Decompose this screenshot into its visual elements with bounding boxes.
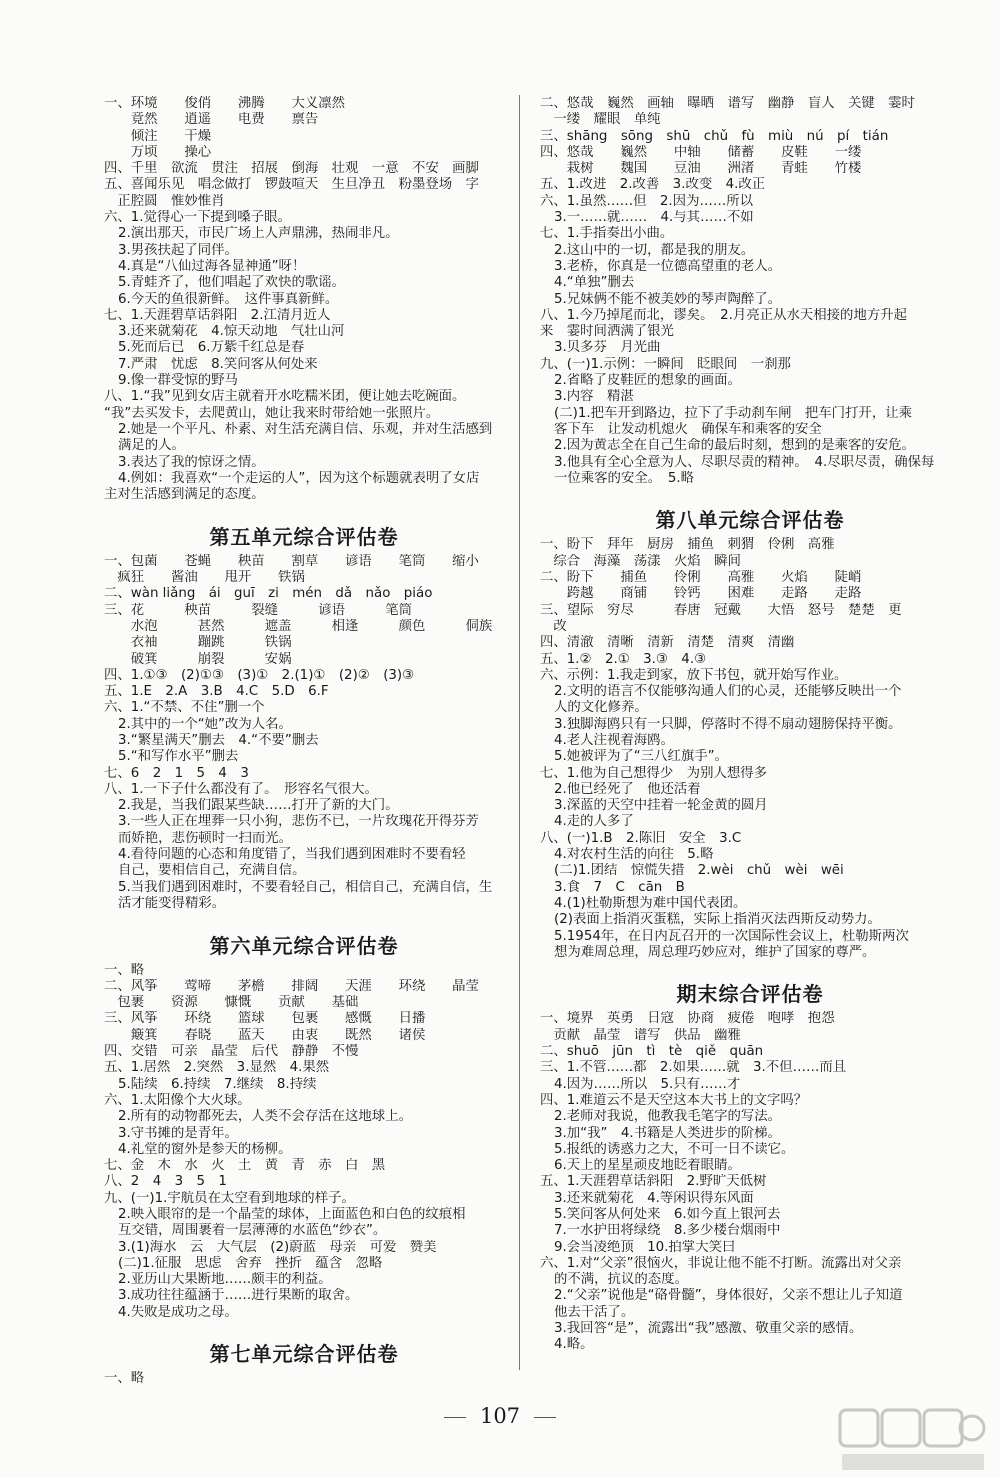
answer-line: 7.严肃 忧虑 8.笑问客从何处来 xyxy=(118,356,318,372)
answer-line: 2.演出那天，市民广场上人声鼎沸，热闹非凡。 xyxy=(118,226,399,242)
answer-line: 5.当我们遇到困难时，不要看轻自己，相信自己，充满自信，生 xyxy=(118,879,493,895)
answer-line: 包裹 资源 慷慨 贡献 基础 xyxy=(104,995,359,1011)
answer-line: 互交错，周围裹着一层薄薄的水蓝色“纱衣”。 xyxy=(118,1223,387,1239)
answer-line: 2.他已经死了 他还活着 xyxy=(554,781,701,797)
answer-line: 七、6 2 1 5 4 3 xyxy=(104,765,249,781)
section-title: 第八单元综合评估卷 xyxy=(655,508,845,533)
answer-line: 4.老人注视着海鸥。 xyxy=(554,732,674,748)
answer-line: 4.礼堂的窗外是参天的杨柳。 xyxy=(118,1141,292,1157)
column-divider xyxy=(519,95,520,1370)
answer-line: 4.略。 xyxy=(554,1337,594,1353)
answer-line: 六、1.太阳像个大火球。 xyxy=(104,1092,251,1108)
answer-line: 2.老师对我说，他教我毛笔字的写法。 xyxy=(554,1109,782,1125)
answer-line: 八、1.今乃掉尾而北，谬矣。 2.月亮正从水天相接的地方升起 xyxy=(540,307,908,323)
answer-line: 七、1.天涯碧草话斜阳 2.江清月近人 xyxy=(104,307,331,323)
answer-line: 三、shāng sōng shū chǔ fù miù nú pí tián xyxy=(540,128,889,144)
answer-line: 主对生活感到满足的态度。 xyxy=(104,487,265,503)
answer-line: (2)表面上指消灭蛋糕，实际上指消灭法西斯反动势力。 xyxy=(554,912,881,928)
answer-line: 二、悠哉 巍然 画轴 曝晒 谱写 幽静 盲人 关键 霎时 xyxy=(540,96,915,111)
answer-line: 想为难周总理，周总理巧妙应对，维护了国家的尊严。 xyxy=(554,944,876,960)
spacer xyxy=(540,487,960,503)
answer-line: 万顷 操心 xyxy=(104,144,212,160)
answer-line: 六、1.对“父亲”很恼火，非说让他不能不打断。流露出对父亲 xyxy=(540,1255,902,1271)
answer-line: 人的文化修养。 xyxy=(554,700,648,716)
answer-line: 一、盼下 拜年 厨房 捕鱼 刺猬 伶俐 高雅 xyxy=(540,537,835,553)
answer-line: 倾注 干燥 xyxy=(104,128,212,144)
answer-line: 6.天上的星星顽皮地眨着眼睛。 xyxy=(554,1158,741,1174)
answer-line: 3.“繁星满天”删去 4.“不要”删去 xyxy=(118,732,319,748)
answer-line: 九、(一)1.宇航员在太空看到地球的样子。 xyxy=(104,1190,355,1206)
answer-line: 四、悠哉 巍然 中轴 储蓄 皮鞋 一缕 xyxy=(540,144,862,160)
answer-line: 4.走的人多了 xyxy=(554,814,634,830)
answer-line: 满足的人。 xyxy=(118,438,185,454)
answer-line: 三、1.不管……都 2.如果……就 3.不但……而且 xyxy=(540,1060,847,1076)
section-title: 第六单元综合评估卷 xyxy=(209,933,399,958)
answer-line: 自己，要相信自己，充满自信。 xyxy=(118,863,306,879)
spacer xyxy=(104,1321,504,1337)
answer-line: 5.1954年，在日内瓦召开的一次国际性会议上，杜勒斯两次 xyxy=(554,928,909,944)
spacer xyxy=(104,912,504,928)
answer-line: 四、1.难道云不是天空这本大书上的文字吗？ xyxy=(540,1092,808,1108)
answer-line: 破箕 崩裂 安娲 xyxy=(104,651,292,667)
answer-line: 改 xyxy=(540,618,567,634)
answer-line: 跨越 商铺 铃钙 困难 走路 走路 xyxy=(540,586,862,602)
answer-line: 3.他具有全心全意为人、尽职尽责的精神。 4.尽职尽责，确保每 xyxy=(554,454,935,470)
answer-line: 衣袖 蹦跳 铁锅 xyxy=(104,635,292,651)
answer-line: 八、1.“我”见到女店主就着开水吃糯米团，便让她去吃碗面。 xyxy=(104,389,466,405)
answer-line: 5.报纸的诱惑力之大，不可一日不读它。 xyxy=(554,1141,795,1157)
answer-line: 二、wàn liǎng ái guī zi mén dǎ nǎo piáo xyxy=(104,586,433,602)
answer-line: 3.加“我” 4.书籍是人类进步的阶梯。 xyxy=(554,1125,781,1141)
answer-line: 一、略 xyxy=(104,962,145,978)
section-title: 期末综合评估卷 xyxy=(676,982,824,1007)
answer-line: 四、清澈 清晰 清新 清楚 清爽 清幽 xyxy=(540,635,795,651)
answer-line: 九、(一)1.示例：一瞬间 眨眼间 一刹那 xyxy=(540,356,791,372)
page-number: 107 xyxy=(0,1404,1000,1428)
answer-line: 四、1.①③ (2)①③ (3)① 2.(1)① (2)② (3)③ xyxy=(104,667,415,683)
answer-line: 3.一些人正在埋葬一只小狗，悲伤不已，一片玫瑰花开得芬芳 xyxy=(118,814,479,830)
answer-line: 5.“和写作水平”删去 xyxy=(118,749,239,765)
answer-line: 四、千里 欲流 贯注 招展 倒海 壮观 一意 不安 画脚 xyxy=(104,161,479,177)
answer-line: 他去干活了。 xyxy=(554,1304,635,1320)
answer-line: 2.这山中的一切，都是我的朋友。 xyxy=(554,242,755,258)
answer-line: 5.她被评为了“三八红旗手”。 xyxy=(554,749,728,765)
answer-line: 4.“单独”删去 xyxy=(554,275,635,291)
answer-line: 三、望际 穷尽 春唐 冠戴 大悟 怒号 楚楚 更 xyxy=(540,602,902,618)
answer-line: 3.深蓝的天空中挂着一轮金黄的圆月 xyxy=(554,798,768,814)
answer-line: 3.表达了我的惊讶之情。 xyxy=(118,454,265,470)
answer-line: 2.亚历山大果断地……颇丰的利益。 xyxy=(118,1272,332,1288)
answer-line: 五、1.天涯碧草话斜阳 2.野旷天低树 xyxy=(540,1174,767,1190)
answer-line: 3.贝多芬 月光曲 xyxy=(554,340,661,356)
answer-line: 3.还来就菊花 4.惊天动地 气壮山河 xyxy=(118,324,345,340)
answer-line: 五、1.② 2.① 3.③ 4.③ xyxy=(540,651,707,667)
answer-line: 四、交错 可亲 晶莹 后代 静静 不慢 xyxy=(104,1044,359,1060)
answer-line: 三、花 秧苗 裂缝 谚语 笔筒 xyxy=(104,602,412,618)
answer-line: 3.食 7 C cān B xyxy=(554,879,685,895)
answer-line: 2.她是一个平凡、朴素、对生活充满自信、乐观，并对生活感到 xyxy=(118,421,493,437)
answer-line: 3.内容 精湛 xyxy=(554,389,634,405)
section-title: 第五单元综合评估卷 xyxy=(209,524,399,549)
answer-line: 4.因为……所以 5.只有……才 xyxy=(554,1076,741,1092)
answer-line: 2.“父亲”说他是“硌骨髓”，身体很好，父亲不想让儿子知道 xyxy=(554,1288,903,1304)
answer-line: 来 霎时间洒满了银光 xyxy=(540,324,674,340)
answer-line: 5.兄妹俩不能不被美妙的琴声陶醉了。 xyxy=(554,291,782,307)
answer-line: 客下车 让发动机熄火 确保车和乘客的安全 xyxy=(554,421,822,437)
answer-line: 水泡 甚然 遮盖 相逢 颜色 侗族 xyxy=(104,618,493,634)
answer-line: 2.所有的动物都死去，人类不会存活在这地球上。 xyxy=(118,1109,412,1125)
answer-line: 八、(一)1.B 2.陈旧 安全 3.C xyxy=(540,830,742,846)
answer-line: 3.成功往往蕴涵于……进行果断的取舍。 xyxy=(118,1288,359,1304)
answer-line: 二、盼下 捕鱼 伶俐 高雅 火焰 陡峭 xyxy=(540,570,862,586)
answer-line: 三、风筝 环绕 篮球 包裹 感慨 日播 xyxy=(104,1011,426,1027)
answer-line: 七、金 木 水 火 土 黄 青 赤 白 黑 xyxy=(104,1158,386,1174)
answer-line: 3.一……就…… 4.与其……不如 xyxy=(554,210,754,226)
answer-line: 簸箕 春晓 蓝天 由衷 既然 诸侯 xyxy=(104,1027,426,1043)
answer-line: 5.陆续 6.持续 7.继续 8.持续 xyxy=(118,1076,317,1092)
answer-line: 4.(1)杜勒斯想为难中国代表团。 xyxy=(554,895,747,911)
answer-line: 4.失败是成功之母。 xyxy=(118,1304,238,1320)
answer-line: 正腔圆 惟妙惟肖 xyxy=(104,193,225,209)
answer-line: 七、1.他为自己想得少 为别人想得多 xyxy=(540,765,768,781)
answer-line: 9.像一群受惊的野马 xyxy=(118,373,238,389)
answer-line: 一位乘客的安全。 5.略 xyxy=(554,470,694,486)
answer-line: 2.文明的语言不仅能够沟通人们的心灵，还能够反映出一个 xyxy=(554,684,902,700)
answer-line: 的不满，抗议的态度。 xyxy=(554,1272,688,1288)
answer-line: 3.还来就菊花 4.等闲识得东风面 xyxy=(554,1190,754,1206)
answer-line: 五、1.改进 2.改善 3.改变 4.改正 xyxy=(540,177,766,193)
answer-line: 一、包菌 苍蝇 秧苗 割草 谚语 笔筒 缩小 xyxy=(104,553,479,569)
answer-line: 6.今天的鱼很新鲜。 这件事真新鲜。 xyxy=(118,291,339,307)
answer-line: “我”去买发卡，去爬黄山，她让我来时带给她一张照片。 xyxy=(104,405,440,421)
answer-line: 活才能变得精彩。 xyxy=(118,895,226,911)
answer-line: 5.笑问客从何处来 6.如今直上银河去 xyxy=(554,1207,781,1222)
answer-line: 六、1.觉得心一下提到嗓子眼。 xyxy=(104,210,291,226)
answer-line: 3.老桥，你真是一位德高望重的老人。 xyxy=(554,258,782,274)
answer-line: 5.青蛙齐了，他们唱起了欢快的歌谣。 xyxy=(118,275,346,291)
answer-line: 五、1.居然 2.突然 3.显然 4.果然 xyxy=(104,1060,330,1076)
answer-line: 七、1.手指奏出小曲。 xyxy=(540,226,674,242)
watermark-logo xyxy=(838,1408,988,1474)
right-answer-column xyxy=(540,96,960,1354)
answer-line: 而娇艳，悲伤顿时一扫而光。 xyxy=(118,830,293,846)
answer-line: 9.会当凌绝顶 10.拍掌大笑曰 xyxy=(554,1239,736,1255)
answer-line: 4.例如：我喜欢“一个走运的人”，因为这个标题就表明了女店 xyxy=(118,470,480,486)
answer-line: 疯狂 酱油 甩开 铁锅 xyxy=(104,570,305,586)
answer-line: (二)1.把车开到路边，拉下了手动刹车闸 把车门打开，让乘 xyxy=(554,405,912,421)
answer-line: 7.一水护田将绿绕 8.多少楼台烟雨中 xyxy=(554,1223,781,1239)
answer-line: 六、示例：1.我走到家，放下书包，就开始写作业。 xyxy=(540,667,848,683)
answer-line: 贡献 晶莹 谱写 供品 幽雅 xyxy=(540,1027,741,1043)
answer-line: 一缕 耀眼 单纯 xyxy=(540,112,661,128)
answer-line: 4.真是“八仙过海各显神通”呀！ xyxy=(118,258,306,274)
answer-line: 2.因为黄志全在自己生命的最后时刻，想到的是乘客的安危。 xyxy=(554,438,915,454)
section-title: 第七单元综合评估卷 xyxy=(209,1342,399,1367)
answer-line: 六、1.“不禁、不住”删一个 xyxy=(104,700,265,716)
answer-line: 2.省略了皮鞋匠的想象的画面。 xyxy=(554,373,741,389)
spacer xyxy=(540,961,960,977)
spacer xyxy=(104,503,504,519)
answer-line: 3.独脚海鸥只有一只脚，停落时不得不扇动翅膀保持平衡。 xyxy=(554,716,902,732)
answer-line: 5.死而后已 6.万紫千红总是春 xyxy=(118,340,305,356)
answer-line: (二)1.团结 惊慌失措 2.wèi chǔ wèi wēi xyxy=(554,863,844,879)
answer-line: 2.其中的一个“她”改为人名。 xyxy=(118,716,292,732)
answer-line: 六、1.虽然……但 2.因为……所以 xyxy=(540,193,754,209)
watermark-logo-icon xyxy=(838,1408,988,1474)
answer-line: 综合 海藻 荡漾 火焰 瞬间 xyxy=(540,553,741,569)
answer-line: 一、环境 俊俏 沸腾 大义凛然 xyxy=(104,96,346,111)
answer-line: 二、风筝 莺啼 茅檐 排阔 天涯 环绕 晶莹 xyxy=(104,978,479,994)
answer-line: 五、喜闻乐见 唱念做打 锣鼓喧天 生旦净丑 粉墨登场 字 xyxy=(104,177,479,193)
answer-line: (二)1.征服 思虑 舍弃 挫折 蕴含 忽略 xyxy=(118,1255,383,1271)
answer-line: 竟然 逍遥 电费 禀告 xyxy=(104,112,319,128)
answer-line: 一、境界 英勇 日寇 协商 疲倦 咆哮 抱怨 xyxy=(540,1011,835,1027)
answer-line: 八、1.一下子什么都没有了。 形容名气很大。 xyxy=(104,781,378,797)
left-answer-column xyxy=(104,96,504,1388)
answer-line: 二、shuō jūn tì tè qiě quān xyxy=(540,1044,764,1060)
answer-line: 2.我是，当我们跟某些缺……打开了新的大门。 xyxy=(118,798,399,814)
answer-line: 栽树 魏国 豆油 洲渚 青蛙 竹楼 xyxy=(540,161,862,177)
answer-line: 3.我回答“是”，流露出“我”感激、敬重父亲的感情。 xyxy=(554,1321,863,1337)
answer-line: 2.映入眼帘的是一个晶莹的球体，上面蓝色和白色的纹痕相 xyxy=(118,1207,466,1222)
answer-line: 3.守书摊的是青年。 xyxy=(118,1125,238,1141)
answer-line: 3.男孩扶起了同伴。 xyxy=(118,242,238,258)
answer-line: 八、2 4 3 5 1 xyxy=(104,1174,227,1190)
answer-line: 4.对农村生活的向往 5.略 xyxy=(554,847,714,863)
answer-line: 4.看待问题的心态和角度错了，当我们遇到困难时不要看轻 xyxy=(118,847,466,863)
answer-line: 一、略 xyxy=(104,1371,145,1387)
answer-line: 五、1.E 2.A 3.B 4.C 5.D 6.F xyxy=(104,684,329,700)
answer-line: 3.(1)海水 云 大气层 (2)蔚蓝 母亲 可爱 赞美 xyxy=(118,1239,437,1255)
